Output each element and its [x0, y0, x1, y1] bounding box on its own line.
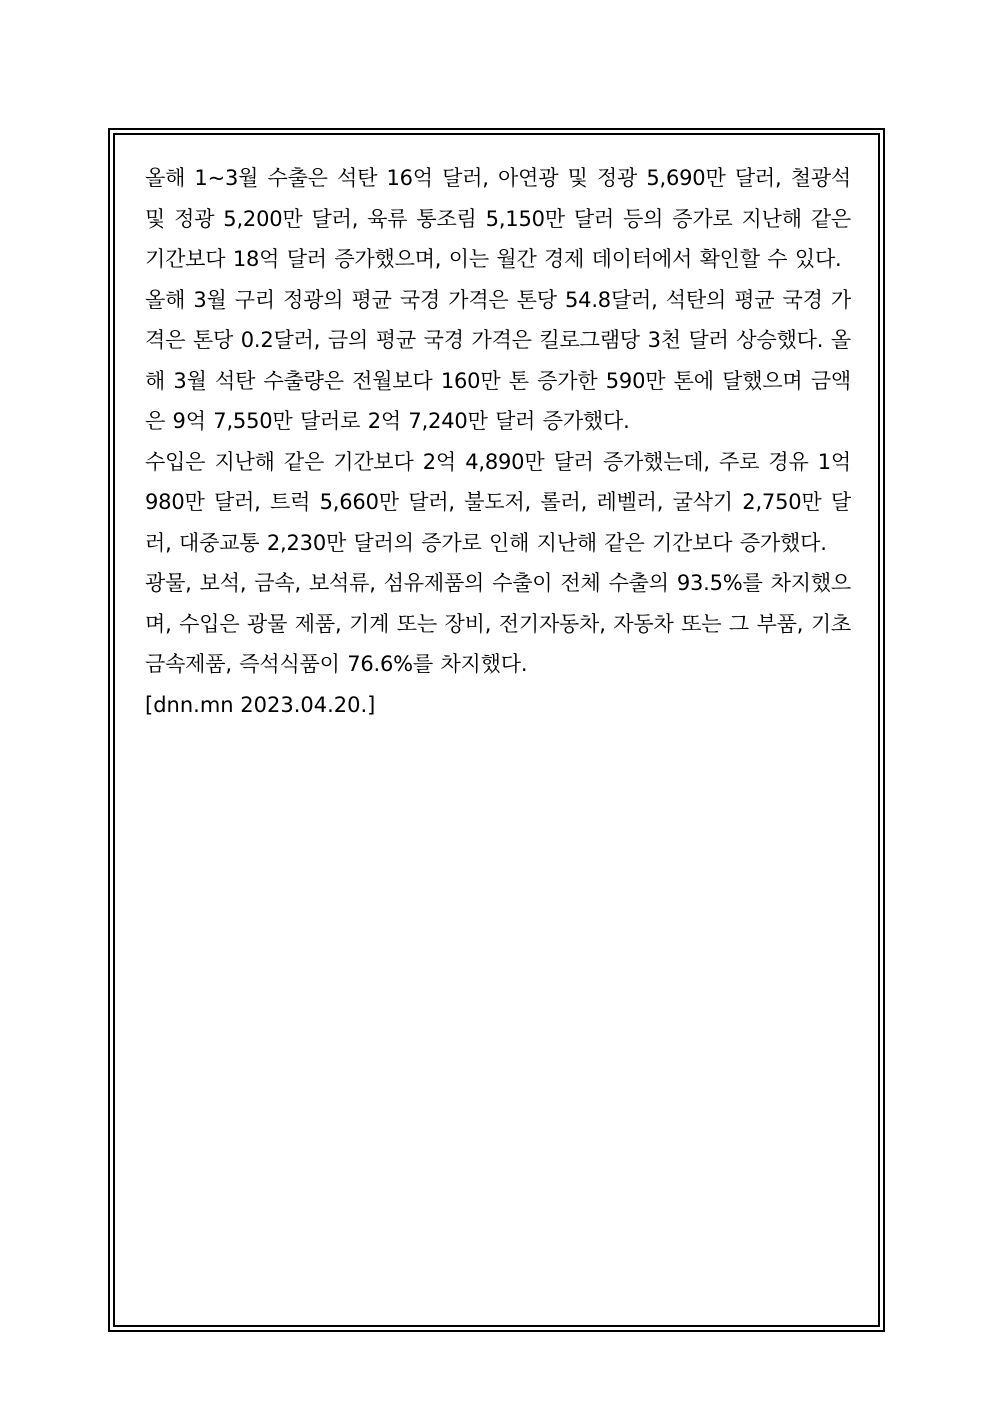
paragraph-export-summary: 올해 1~3월 수출은 석탄 16억 달러, 아연광 및 정광 5,690만 달러, 철광석 및 정광 5,200만 달러, 육류 통조림 5,150만 달러 등의 증가로 지난해 같은 기간보다 18억 달러 증가했으며, 이는 월간 경제 데이터에서 확인할 수 있다.: [145, 166, 851, 271]
source-citation: [dnn.mn 2023.04.20.]: [145, 692, 376, 717]
paragraph-border-prices: 올해 3월 구리 정광의 평균 국경 가격은 톤당 54.8달러, 석탄의 평균 국경 가격은 톤당 0.2달러, 금의 평균 국경 가격은 킬로그램당 3천 달러 상승했다. 올해 3월 석탄 수출량은 전월보다 160만 톤 증가한 590만 톤에 달했으며 금액은 9억 7,550만 달러로 2억 7,240만 달러 증가했다.: [145, 287, 851, 433]
paragraph-imports: 수입은 지난해 같은 기간보다 2억 4,890만 달러 증가했는데, 주로 경유 1억 980만 달러, 트럭 5,660만 달러, 불도저, 롤러, 레벨러, 굴삭기 2,750만 달러, 대중교통 2,230만 달러의 증가로 인해 지난해 같은 기간보다 증가했다.: [145, 449, 851, 555]
paragraph-export-composition: 광물, 보석, 금속, 보석류, 섬유제품의 수출이 전체 수출의 93.5%를 차지했으며, 수입은 광물 제품, 기계 또는 장비, 전기자동차, 자동차 또는 그 부품, 기초 금속제품, 즉석식품이 76.6%를 차지했다.: [145, 571, 851, 676]
document-body: [145, 158, 851, 725]
